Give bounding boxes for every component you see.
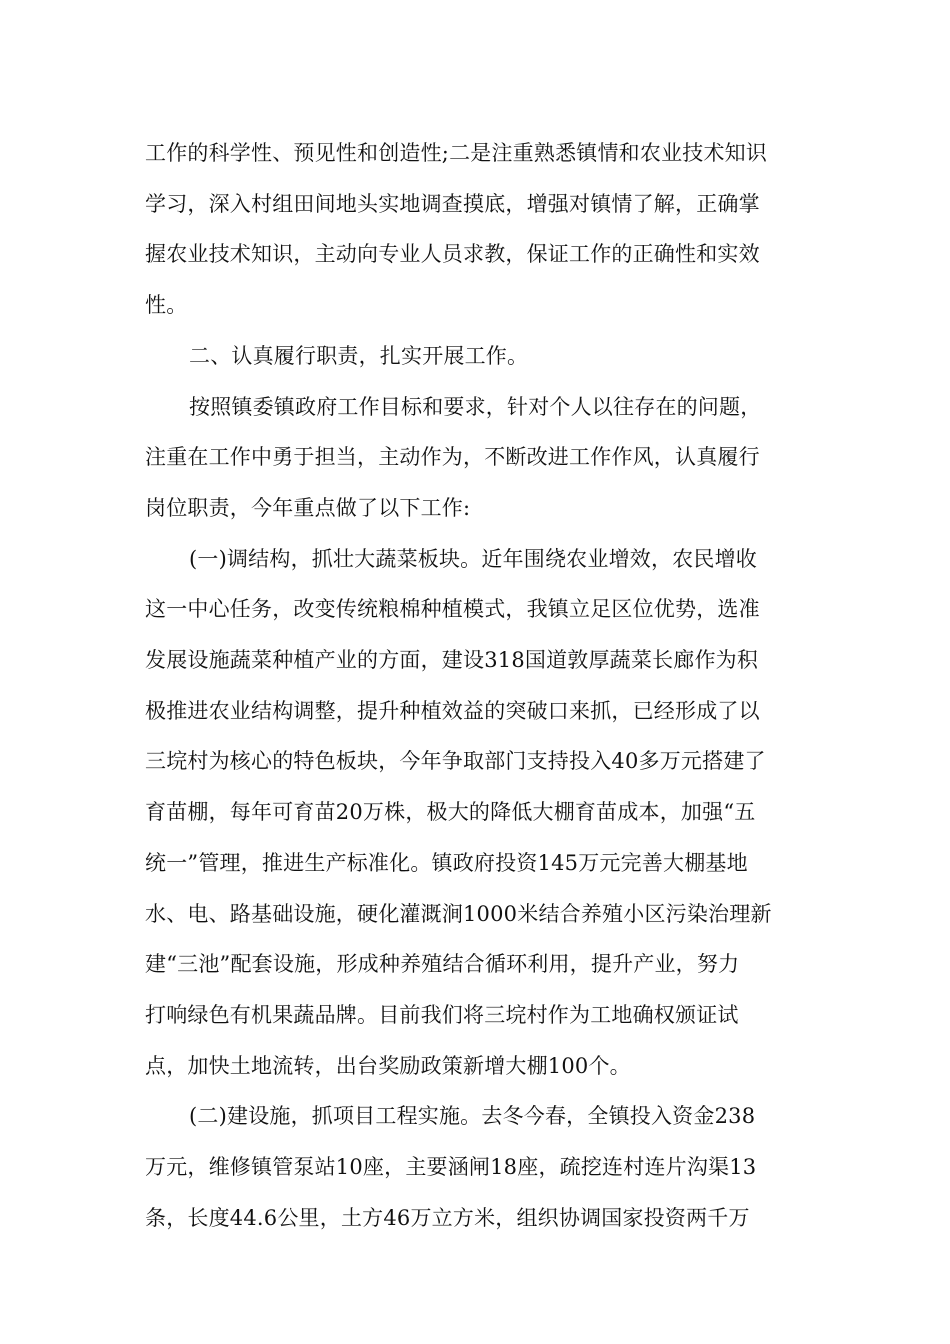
paragraph-work-attitude [145,128,805,331]
text-line: 统一”管理，推进生产标准化。镇政府投资145万元完善大棚基地 [145,850,748,875]
paragraph-vegetable-structure [145,534,805,1092]
text-line: 条，长度44.6公里，土方46万立方米，组织协调国家投资两千万 [145,1205,750,1230]
text-line: 注重在工作中勇于担当，主动作为，不断改进工作作风，认真履行 [145,445,760,470]
text-line: 工作的科学性、预见性和创造性;二是注重熟悉镇情和农业技术知识 [145,141,768,165]
text-line: 三垸村为核心的特色板块，今年争取部门支持投入40多万元搭建了 [145,749,766,774]
text-line: 极推进农业结构调整，提升种植效益的突破口来抓，已经形成了以 [145,698,760,723]
paragraph-infrastructure-projects [145,1091,805,1243]
text-line: 握农业技术知识，主动向专业人员求教，保证工作的正确性和实效 [145,242,760,267]
text-line: 二、认真履行职责，扎实开展工作。 [189,343,529,368]
text-line: 学习，深入村组田间地头实地调查摸底，增强对镇情了解，正确掌 [145,191,760,216]
text-line: 岗位职责，今年重点做了以下工作: [145,495,471,520]
text-line: 建“三池”配套设施，形成种养殖结合循环利用，提升产业，努力 [145,952,740,977]
text-line: 水、电、路基础设施，硬化灌溉涧1000米结合养殖小区污染治理新 [145,901,772,926]
text-line: 按照镇委镇政府工作目标和要求，针对个人以往存在的问题， [189,394,762,419]
text-line: 育苗棚，每年可育苗20万株，极大的降低大棚育苗成本，加强“五 [145,800,756,825]
text-line: 发展设施蔬菜种植产业的方面，建设318国道敦厚蔬菜长廊作为积 [145,648,759,673]
text-line: 万元，维修镇管泵站10座，主要涵闸18座，疏挖连村连片沟渠13 [145,1155,757,1180]
paragraph-intro [145,382,805,534]
text-line: 这一中心任务，改变传统粮棉种植模式，我镇立足区位优势，选准 [145,597,760,622]
text-line: 打响绿色有机果蔬品牌。目前我们将三垸村作为工地确权颁证试 [145,1002,739,1027]
section-heading-duties [145,331,805,382]
text-line: 点，加快土地流转，出台奖励政策新增大棚100个。 [145,1053,631,1078]
document-body [145,128,805,1243]
text-line: 性。 [145,293,188,318]
text-line: (一)调结构，抓壮大蔬菜板块。近年围绕农业增效，农民增收 [189,546,757,571]
text-line: (二)建设施，抓项目工程实施。去冬今春，全镇投入资金238 [189,1104,756,1129]
